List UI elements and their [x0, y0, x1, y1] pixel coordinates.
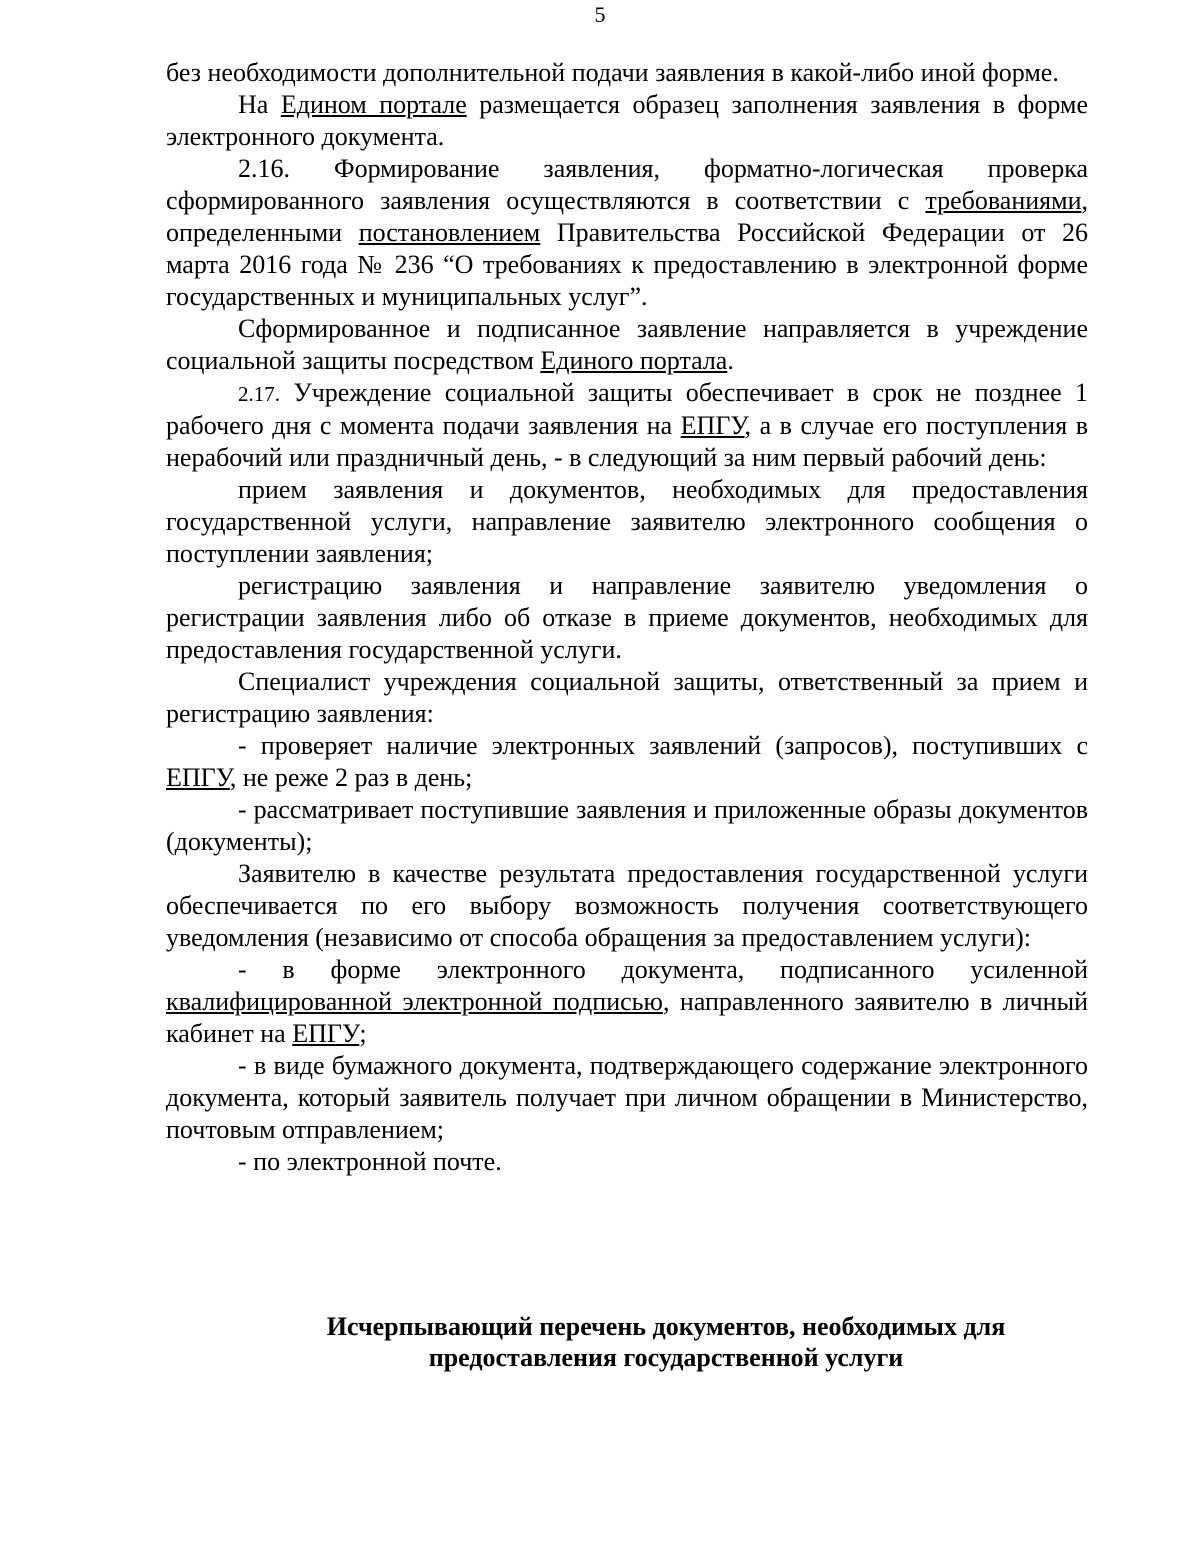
paragraph-email: - по электронной почте.	[238, 1147, 502, 1176]
paragraph-review: - рассматривает поступившие заявления и приложенные образы документов (документы);	[166, 795, 1088, 856]
paragraph-specialist: Специалист учреждения социальной защиты, ответственный за прием и регистрацию заявления:	[166, 667, 1088, 728]
link-epgu[interactable]: ЕПГУ	[680, 411, 745, 440]
section-heading	[166, 1311, 1166, 1373]
link-unified-portal[interactable]: Едином портале	[280, 90, 467, 119]
heading-line-2: предоставления государственной услуги	[428, 1343, 904, 1372]
link-epgu-2[interactable]: ЕПГУ	[166, 763, 230, 792]
clause-number: 2.17.	[238, 382, 280, 406]
page-number: 5	[594, 2, 606, 27]
document-body	[166, 57, 1088, 1178]
paragraph-continuation: без необходимости дополнительной подачи заявления в какой-либо иной форме.	[166, 58, 1059, 87]
paragraph-signed-application: Сформированное и подписанное заявление направляется в учреждение социальной защиты посредством Единого портала.	[166, 314, 1088, 375]
heading-line-1: Исчерпывающий перечень документов, необходимых для	[326, 1312, 1006, 1341]
paragraph-2-16: 2.16. Формирование заявления, форматно-логическая проверка сформированного заявления осуществляются в соответствии с требованиями, определенными постановлением Правительства Российской Федерации от 26 марта 2016 года № 236 “О требованиях к предоставлению в электронной форме государственных и муниципальных услуг”.	[166, 154, 1088, 311]
paragraph-check-applications: - проверяет наличие электронных заявлений (запросов), поступивших с ЕПГУ, не реже 2 раз в день;	[166, 731, 1088, 792]
link-unified-portal-2[interactable]: Единого портала	[540, 346, 728, 375]
paragraph-result: Заявителю в качестве результата предоставления государственной услуги обеспечивается по его выбору возможность получения соответствующего уведомления (независимо от способа обращения за предоставлением услуги):	[166, 859, 1088, 952]
link-epgu-3[interactable]: ЕПГУ	[292, 1019, 360, 1048]
paragraph-2-17: 2.17. Учреждение социальной защиты обеспечивает в срок не позднее 1 рабочего дня с момента подачи заявления на ЕПГУ, а в случае его поступления в нерабочий или праздничный день, - в следующий за ним первый рабочий день:	[166, 378, 1088, 472]
paragraph-paper-doc: - в виде бумажного документа, подтверждающего содержание электронного документа, который заявитель получает при личном обращении в Министерство, почтовым отправлением;	[166, 1051, 1088, 1144]
paragraph-reception: прием заявления и документов, необходимых для предоставления государственной услуги, направление заявителю электронного сообщения о поступлении заявления;	[166, 475, 1088, 568]
paragraph-sample-form: На Едином портале размещается образец заполнения заявления в форме электронного документа.	[166, 90, 1088, 151]
link-requirements[interactable]: требованиями	[925, 186, 1082, 215]
paragraph-registration: регистрацию заявления и направление заявителю уведомления о регистрации заявления либо об отказе в приеме документов, необходимых для предоставления государственной услуги.	[166, 571, 1088, 664]
paragraph-electronic-doc: - в форме электронного документа, подписанного усиленной квалифицированной электронной подписью, направленного заявителю в личный кабинет на ЕПГУ;	[166, 955, 1088, 1048]
link-qualified-signature[interactable]: квалифицированной электронной подписью	[166, 987, 663, 1016]
link-resolution[interactable]: постановлением	[358, 218, 541, 247]
